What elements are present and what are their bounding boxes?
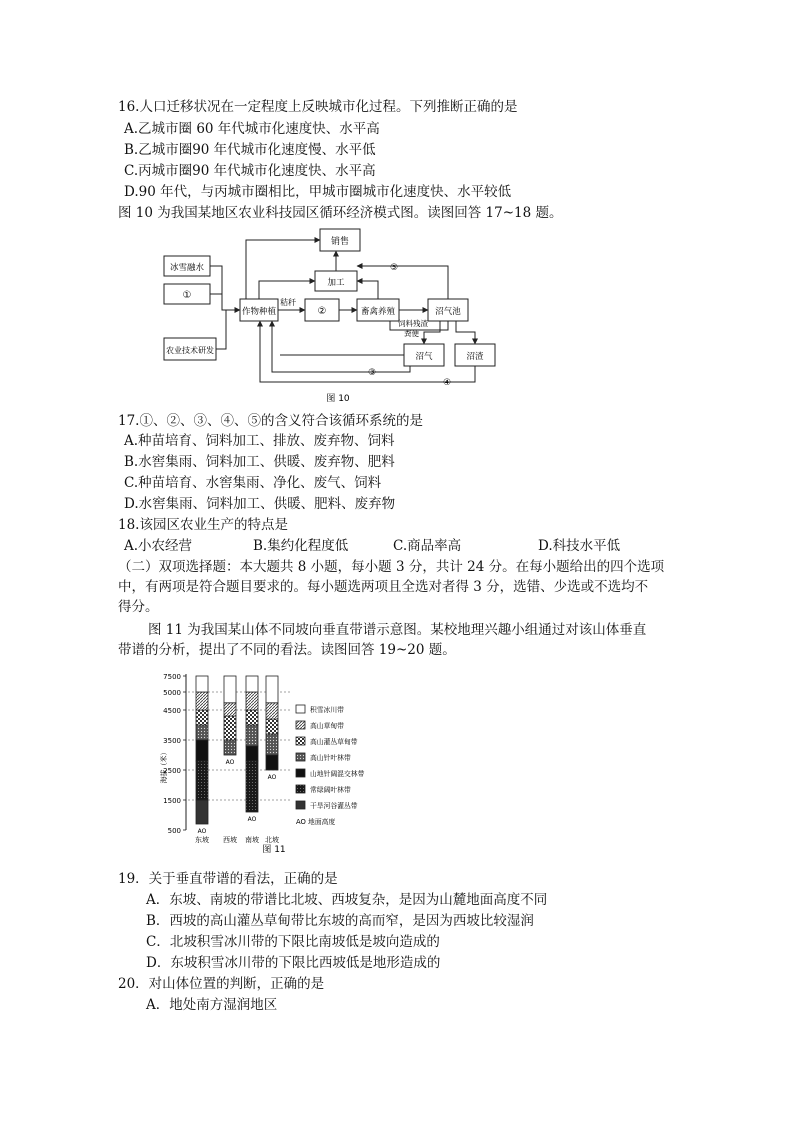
x-category-label: 南坡	[245, 836, 259, 844]
ground-marker: AO	[267, 774, 277, 781]
fig10-caption: 图 10	[326, 394, 350, 404]
ground-marker: AO	[247, 816, 257, 823]
zone-band	[266, 755, 278, 770]
q19-option-d: D．东坡积雪冰川带的下限比西坡低是地形造成的	[146, 955, 441, 971]
zone-band	[266, 676, 278, 703]
legend-label: 高山草甸带	[310, 722, 344, 730]
q17-option-c: C.种苗培育、水窖集雨、净化、废气、饲料	[124, 475, 382, 491]
zone-band	[196, 710, 208, 725]
node-circle1-label: ①	[182, 290, 192, 301]
legend-label: 干旱河谷灌丛带	[310, 802, 358, 810]
q17-option-d: D.水窖集雨、饲料加工、供暖、肥料、废弃物	[124, 496, 396, 512]
legend-swatch	[296, 785, 305, 793]
figure-10-diagram	[160, 226, 500, 406]
label-c4: ④	[443, 378, 452, 388]
node-biogas-pool-label: 沼气池	[435, 307, 461, 317]
zone-band	[224, 740, 236, 755]
q17-stem: 17.①、②、③、④、⑤的含义符合该循环系统的是	[118, 413, 423, 429]
node-residue-label: 沼渣	[466, 352, 484, 362]
zone-band	[224, 703, 236, 716]
y-tick-label: 500	[167, 827, 181, 835]
legend-swatch	[296, 705, 305, 713]
figure-11-chart	[158, 670, 398, 860]
zone-band	[246, 761, 258, 812]
y-axis-label: 海拔（米）	[160, 748, 168, 784]
section2-line3: 得分。	[118, 599, 159, 615]
legend-swatch	[296, 801, 305, 809]
node-sales-label: 销售	[330, 237, 350, 247]
label-c3: ③	[368, 368, 377, 378]
zone-band	[196, 740, 208, 761]
node-process-label: 加工	[327, 278, 345, 288]
zone-band	[196, 676, 208, 692]
q18-option-c: C.商品率高	[393, 538, 462, 554]
legend-label: 高山灌丛草甸带	[310, 738, 358, 746]
q18-option-a: A.小农经营	[124, 538, 193, 554]
q19-option-b: B．西坡的高山灌丛草甸带比东坡的高而窄，是因为西坡比较湿润	[146, 913, 534, 929]
y-tick-label: 4500	[163, 707, 181, 715]
zone-band	[196, 725, 208, 740]
legend-swatch	[296, 721, 305, 729]
label-manure: 粪便	[404, 329, 419, 338]
q18-option-d: D.科技水平低	[538, 538, 621, 554]
legend-swatch	[296, 753, 305, 761]
zone-band	[196, 692, 208, 710]
y-tick-label: 1500	[163, 797, 181, 805]
q18-option-b: B.集约化程度低	[253, 538, 349, 554]
zone-band	[224, 676, 236, 703]
zone-band	[266, 734, 278, 755]
legend-label: AO 地面高度	[296, 818, 336, 826]
q20-stem: 20．对山体位置的判断，正确的是	[118, 976, 325, 992]
ground-marker: AO	[197, 828, 207, 835]
zone-band	[224, 716, 236, 740]
section2-line1: （二）双项选择题：本大题共 8 小题，每小题 3 分，共计 24 分。在每小题给出的四个选项	[118, 559, 665, 575]
x-category-label: 东坡	[195, 836, 209, 844]
zone-band	[246, 710, 258, 725]
ground-marker: AO	[225, 759, 235, 766]
zone-band	[266, 703, 278, 719]
q19-option-c: C．北坡积雪冰川带的下限比南坡低是坡向造成的	[146, 934, 440, 950]
zone-band	[246, 676, 258, 692]
legend-swatch	[296, 769, 305, 777]
q16-option-d: D.90 年代，与丙城市圈相比，甲城市圈城市化速度快、水平较低	[124, 184, 512, 200]
q16-option-a: A.乙城市圈 60 年代城市化速度快、水平高	[124, 121, 380, 137]
legend-swatch	[296, 737, 305, 745]
y-tick-label: 3500	[163, 737, 181, 745]
zone-band	[246, 725, 258, 746]
q18-stem: 18.该园区农业生产的特点是	[118, 517, 288, 533]
label-c5: ⑤	[390, 263, 399, 273]
node-tech-label: 农业技术研发	[166, 346, 214, 355]
y-tick-label: 5000	[163, 689, 181, 697]
zone-band	[246, 692, 258, 710]
node-livestock-label: 畜禽养殖	[360, 307, 396, 317]
legend-label: 积雪冰川带	[310, 706, 344, 714]
x-category-label: 西坡	[223, 836, 237, 844]
q19-option-a: A．东坡、南坡的带谱比北坡、西坡复杂，是因为山麓地面高度不同	[146, 892, 548, 908]
q20-option-a: A．地处南方湿润地区	[146, 997, 278, 1013]
node-snow-label: 冰雪融水	[169, 263, 205, 273]
node-biogas-label: 沼气	[415, 352, 433, 362]
fig11-caption: 图 11	[262, 845, 286, 855]
legend-label: 高山针叶林带	[310, 754, 351, 762]
section2-line2: 中，有两项是符合题目要求的。每小题选两项且全选对者得 3 分，选错、少选或不选均不	[118, 579, 649, 595]
node-crop-label: 作物种植	[241, 307, 277, 317]
legend-label: 常绿阔叶林带	[310, 786, 351, 794]
zone-band	[266, 719, 278, 734]
q16-option-b: B.乙城市圈90 年代城市化速度慢、水平低	[124, 142, 376, 158]
q16-stem: 16.人口迁移状况在一定程度上反映城市化过程。下列推断正确的是	[118, 99, 518, 115]
q19-stem: 19．关于垂直带谱的看法，正确的是	[118, 871, 338, 887]
legend-label: 山地针阔混交林带	[310, 770, 365, 778]
y-tick-label: 2500	[163, 767, 181, 775]
y-tick-label: 7500	[163, 673, 181, 681]
node-circle2-label: ②	[317, 306, 327, 317]
label-feed-residue: 饲料残渣	[398, 319, 428, 328]
x-category-label: 北坡	[265, 836, 279, 844]
q17-option-b: B.水窖集雨、饲料加工、供暖、废弃物、肥料	[124, 454, 395, 470]
fig11-intro-line2: 带谱的分析，提出了不同的看法。读图回答 19~20 题。	[118, 642, 456, 658]
zone-band	[196, 761, 208, 800]
zone-band	[196, 800, 208, 824]
q17-option-a: A.种苗培育、饲料加工、排放、废弃物、饲料	[124, 433, 395, 449]
fig10-intro: 图 10 为我国某地区农业科技园区循环经济模式图。读图回答 17~18 题。	[118, 205, 563, 221]
label-straw: 秸秆	[280, 298, 296, 307]
q16-option-c: C.丙城市圈90 年代城市化速度快、水平高	[124, 163, 376, 179]
fig11-intro-line1: 图 11 为我国某山体不同坡向垂直带谱示意图。某校地理兴趣小组通过对该山体垂直	[148, 622, 647, 638]
zone-band	[246, 746, 258, 761]
